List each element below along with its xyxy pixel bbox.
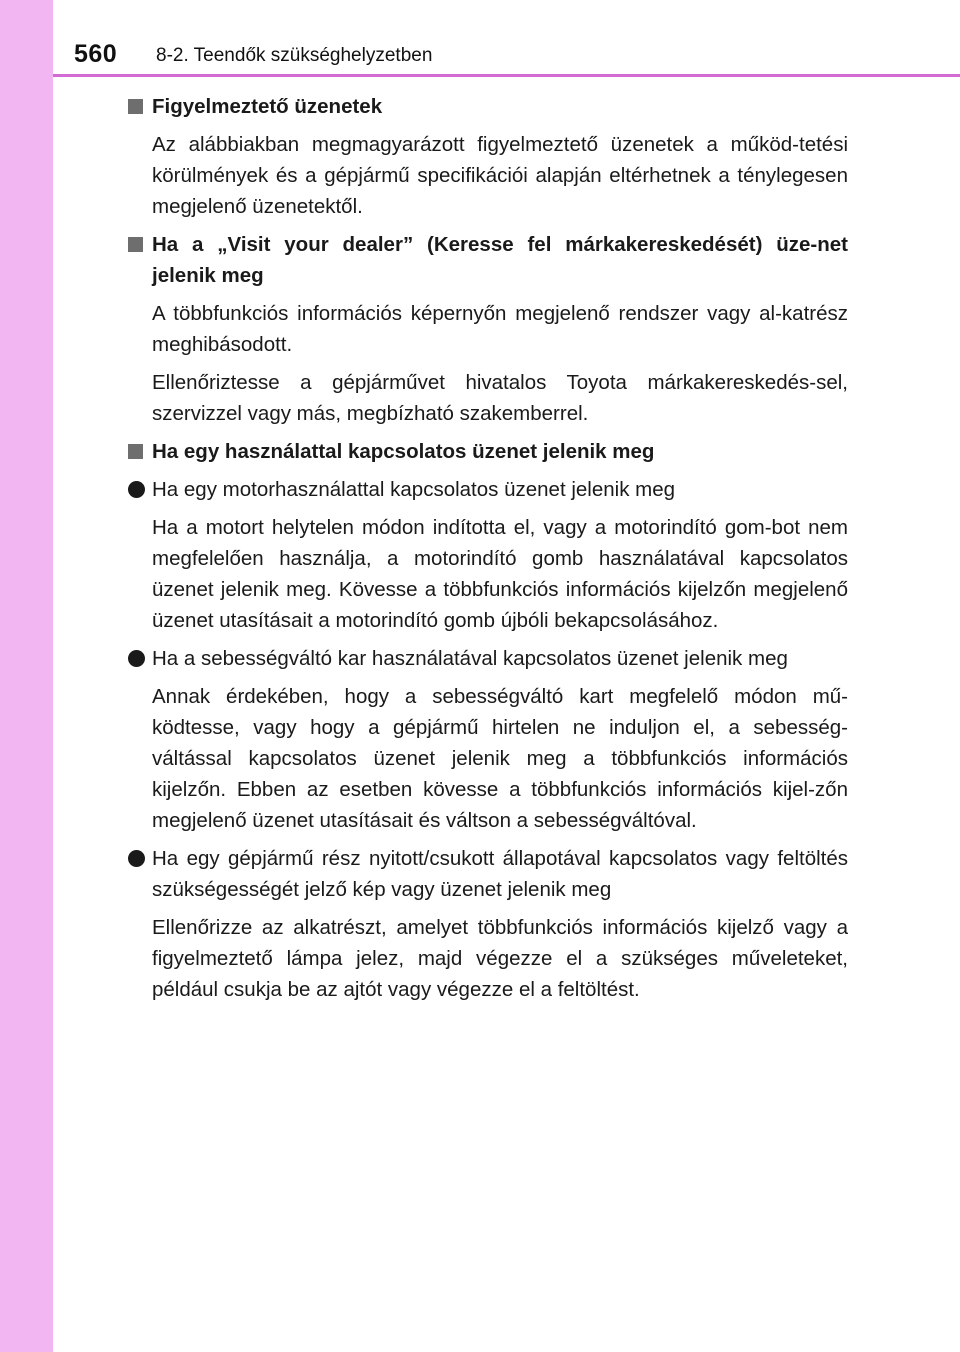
section-heading: Figyelmeztető üzenetek <box>152 95 383 118</box>
section-visit-dealer <box>128 229 848 429</box>
list-item <box>128 643 848 836</box>
paragraph: Ha a motort helytelen módon indította el, vagy a motorindító gom-bot nem megfelelően használja, a motorindító gomb használatával kapcsolatos üzenet jelenik meg. Kövesse a többfunkciós információs kijelzőn megjelenő üzenet utasításait a motorindító gomb újbóli bekapcsolásához. <box>152 516 848 632</box>
side-color-strip <box>0 0 53 1352</box>
paragraph: Az alábbiakban megmagyarázott figyelmeztető üzenetek a működ-tetési körülmények és a gépjármű specifikációi alapján eltérhetnek a ténylegesen megjelenő üzenetektől. <box>152 133 848 218</box>
section-title: 8-2. Teendők szükséghelyzetben <box>156 45 433 66</box>
round-bullet-icon <box>128 850 145 867</box>
bullet-title: Ha a sebességváltó kar használatával kapcsolatos üzenet jelenik meg <box>152 647 788 670</box>
page-content <box>128 91 848 1012</box>
round-bullet-icon <box>128 650 145 667</box>
paragraph: Annak érdekében, hogy a sebességváltó kart megfelelő módon mű-ködtesse, vagy hogy a gépjármű hirtelen ne induljon el, a sebesség-váltással kapcsolatos üzenet jelenik meg a többfunkciós információs kijelzőn. Ebben az esetben kövesse a többfunkciós információs kijel-zőn megjelenő üzenet utasításait és váltson a sebességváltóval. <box>152 685 848 832</box>
paragraph: Ellenőriztesse a gépjárművet hivatalos Toyota márkakereskedés-sel, szervizzel vagy más, megbízható szakemberrel. <box>152 371 848 425</box>
square-bullet-icon <box>128 237 143 252</box>
bullet-title: Ha egy motorhasználattal kapcsolatos üzenet jelenik meg <box>152 478 676 501</box>
page-number: 560 <box>74 40 118 68</box>
square-bullet-icon <box>128 444 143 459</box>
section-warning-messages <box>128 91 848 222</box>
list-item <box>128 843 848 1005</box>
square-bullet-icon <box>128 99 143 114</box>
round-bullet-icon <box>128 481 145 498</box>
header-divider <box>53 74 960 77</box>
paragraph: Ellenőrizze az alkatrészt, amelyet többfunkciós információs kijelző vagy a figyelmeztető lámpa jelez, majd végezze el a szükséges műveleteket, például csukja be az ajtót vagy végezze el a feltöltést. <box>152 916 848 1001</box>
section-usage-message <box>128 436 848 467</box>
list-item <box>128 474 848 636</box>
section-heading: Ha a „Visit your dealer” (Keresse fel márkakereskedését) üze-net jelenik meg <box>152 233 848 287</box>
section-heading: Ha egy használattal kapcsolatos üzenet jelenik meg <box>152 440 655 463</box>
bullet-title: Ha egy gépjármű rész nyitott/csukott állapotával kapcsolatos vagy feltöltés szükségességét jelző kép vagy üzenet jelenik meg <box>152 847 848 901</box>
page-header <box>0 0 960 80</box>
paragraph: A többfunkciós információs képernyőn megjelenő rendszer vagy al-katrész meghibásodott. <box>152 302 848 356</box>
